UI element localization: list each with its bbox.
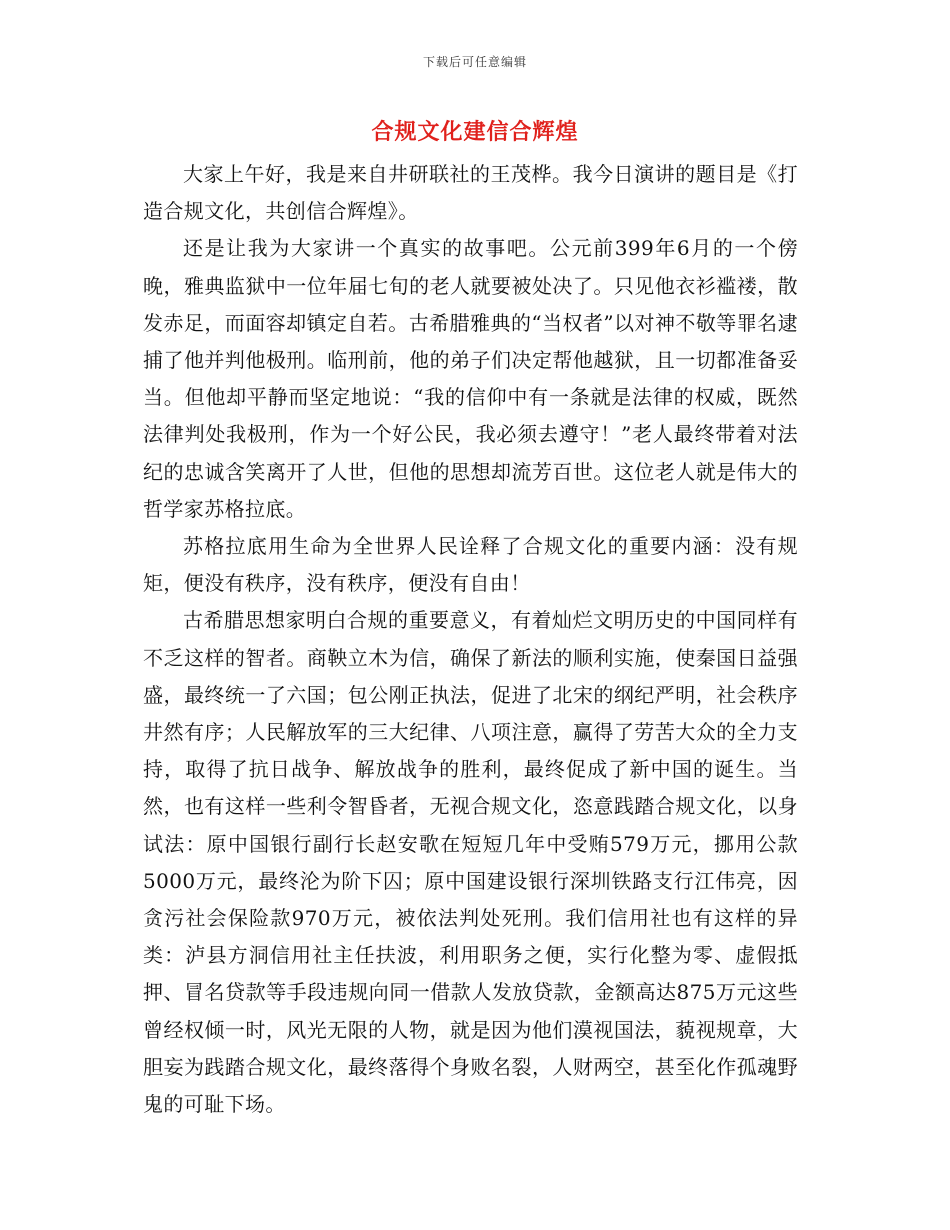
document-title: 合规文化建信合辉煌 xyxy=(371,119,579,145)
paragraph: 还是让我为大家讲一个真实的故事吧。公元前399年6月的一个傍晚，雅典监狱中一位年届七旬的老人就要被处决了。只见他衣衫褴褛，散发赤足，而面容却镇定自若。古希腊雅典的“当权者”以对神不敬等罪名逮捕了他并判他极刑。临刑前，他的弟子们决定帮他越狱，且一切都准备妥当。但他却平静而坚定地说：“我的信仰中有一条就是法律的权威，既然法律判处我极刑，作为一个好公民，我必须去遵守！”老人最终带着对法纪的忠诚含笑离开了人世，但他的思想却流芳百世。这位老人就是伟大的哲学家苏格拉底。 xyxy=(143,236,798,521)
document-body xyxy=(143,156,798,1123)
page-header: 下载后可任意编辑 xyxy=(422,55,527,69)
paragraph: 苏格拉底用生命为全世界人民诠释了合规文化的重要内涵：没有规矩，便没有秩序，没有秩序，便没有自由！ xyxy=(143,534,798,596)
paragraph: 大家上午好，我是来自井研联社的王茂桦。我今日演讲的题目是《打造合规文化，共创信合辉煌》。 xyxy=(143,162,798,224)
paragraph: 古希腊思想家明白合规的重要意义，有着灿烂文明历史的中国同样有不乏这样的智者。商鞅立木为信，确保了新法的顺利实施，使秦国日益强盛，最终统一了六国；包公刚正执法，促进了北宋的纲纪严明，社会秩序井然有序；人民解放军的三大纪律、八项注意，赢得了劳苦大众的全力支持，取得了抗日战争、解放战争的胜利，最终促成了新中国的诞生。当然，也有这样一些利令智昏者，无视合规文化，恣意践踏合规文化，以身试法：原中国银行副行长赵安歌在短短几年中受贿579万元，挪用公款5000万元，最终沦为阶下囚；原中国建设银行深圳铁路支行江伟亮，因贪污社会保险款970万元，被依法判处死刑。我们信用社也有这样的异类：泸县方洞信用社主任扶波，利用职务之便，实行化整为零、虚假抵押、冒名贷款等手段违规向同一借款人发放贷款，金额高达875万元这些曾经权倾一时，风光无限的人物，就是因为他们漠视国法，藐视规章，大胆妄为践踏合规文化，最终落得个身败名裂，人财两空，甚至化作孤魂野鬼的可耻下场。 xyxy=(143,608,798,1117)
